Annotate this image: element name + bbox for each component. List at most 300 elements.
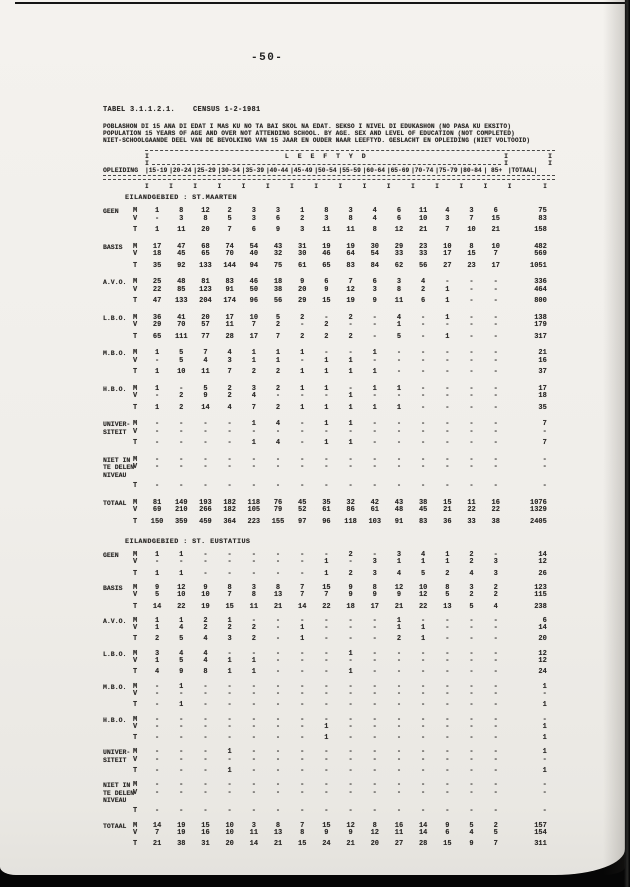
value-cell: 2 [275, 384, 281, 393]
value-cell: 47 [152, 297, 162, 306]
value-cell: 2 [421, 285, 426, 294]
value-cell: 1 [251, 668, 256, 677]
row-sub-label: T [133, 734, 138, 743]
age-column-header: |35-39 [241, 166, 265, 174]
value-cell: 4 [251, 392, 256, 401]
row-label: H.B.O. [103, 716, 127, 724]
row-total-cell: 154 [534, 828, 547, 837]
value-cell: 11 [177, 226, 186, 235]
value-cell: - [372, 788, 377, 797]
row-total-cell: 12 [538, 558, 547, 567]
row-total-cell: 238 [534, 602, 547, 611]
row-label [103, 841, 133, 848]
value-cell: - [421, 420, 426, 429]
row-sub-label: M [133, 616, 138, 625]
row-sub-label: V [133, 285, 138, 294]
row-gap [103, 611, 555, 618]
value-cell: - [324, 781, 329, 790]
value-cell: - [275, 455, 281, 464]
value-cell: - [421, 427, 426, 436]
value-cell: 14 [298, 602, 307, 611]
value-cell: 21 [273, 602, 283, 611]
value-cell: 4 [203, 635, 208, 644]
value-cell: - [300, 767, 305, 776]
value-cell: - [154, 701, 160, 710]
value-cell: 8 [203, 668, 208, 677]
value-cell: 94 [249, 261, 259, 270]
value-cell: 2 [251, 624, 256, 633]
row-label [103, 405, 133, 413]
value-cell: 4 [203, 657, 208, 666]
value-cell: 65 [322, 261, 331, 270]
row-label: SITEIT [103, 428, 127, 436]
column-tick: I [169, 183, 173, 191]
value-cell: 1 [154, 569, 160, 578]
value-cell: 1 [251, 356, 256, 365]
value-cell: - [396, 356, 402, 365]
row-total-cell: 123 [534, 584, 547, 592]
value-cell: 56 [418, 261, 428, 270]
value-cell: - [372, 332, 377, 341]
value-cell: 14 [201, 403, 210, 412]
value-cell: 13 [273, 828, 283, 837]
value-cell: 22 [418, 602, 428, 611]
value-cell: - [324, 657, 329, 666]
table-row [103, 830, 555, 837]
value-cell: - [445, 420, 450, 429]
value-cell: 45 [298, 498, 307, 507]
value-cell: - [445, 463, 450, 472]
value-cell: - [469, 439, 474, 448]
value-cell: - [251, 788, 256, 797]
value-cell: - [300, 649, 305, 658]
value-cell: 2 [469, 551, 474, 560]
value-cell: - [179, 748, 184, 757]
value-cell: - [493, 455, 498, 464]
row-sub-label: V [133, 214, 138, 223]
row-total-cell: 17 [538, 384, 547, 393]
value-cell: 19 [201, 602, 210, 611]
value-cell: 54 [249, 242, 259, 251]
value-cell: 2 [275, 403, 281, 412]
value-cell: 11 [225, 321, 234, 330]
value-cell: 83 [346, 261, 355, 270]
value-cell: 17 [370, 602, 379, 611]
value-cell: 9 [275, 226, 281, 235]
value-cell: - [203, 767, 208, 776]
value-cell: 2 [275, 321, 281, 330]
value-cell: 9 [324, 285, 329, 294]
row-sub-label: V [133, 828, 138, 837]
row-label [103, 768, 133, 775]
value-cell: - [227, 715, 232, 724]
value-cell: - [154, 755, 160, 764]
value-cell: - [348, 689, 353, 698]
table-row [103, 749, 555, 756]
value-cell: 1 [300, 403, 305, 412]
value-cell: - [396, 682, 402, 691]
row-total-cell: 569 [534, 250, 547, 259]
value-cell: 1 [348, 392, 353, 401]
row-total-cell: 1076 [530, 498, 547, 507]
tick-spacer [103, 183, 133, 191]
value-cell: 7 [300, 591, 305, 600]
value-cell: - [275, 748, 281, 757]
value-cell: 11 [322, 226, 331, 235]
value-cell: - [493, 649, 498, 658]
table-row [103, 790, 555, 797]
value-cell: 45 [418, 506, 428, 515]
value-cell: - [251, 569, 256, 578]
value-cell: 38 [177, 840, 186, 849]
row-sub-label: T [133, 332, 138, 341]
value-cell: 19 [346, 242, 355, 251]
value-cell: - [372, 807, 377, 816]
value-cell: - [154, 439, 160, 448]
value-cell: 20 [370, 840, 379, 849]
row-label [103, 507, 133, 515]
value-cell: 6 [396, 214, 402, 223]
value-cell: 1 [324, 403, 329, 412]
region-title: EILANDGEBIED : ST. EUSTATIUS [125, 538, 251, 547]
value-cell: 359 [174, 517, 188, 526]
value-cell: - [348, 781, 353, 790]
row-label [103, 334, 133, 342]
value-cell: - [421, 649, 426, 658]
value-cell: 21 [394, 602, 404, 611]
table-row [103, 782, 555, 789]
row-label [103, 227, 133, 235]
row-total-cell: 7 [542, 420, 547, 429]
value-cell: 83 [225, 278, 234, 287]
value-cell: - [445, 649, 450, 658]
value-cell: - [154, 781, 160, 790]
value-cell: 11 [418, 207, 428, 216]
row-label [103, 808, 133, 815]
value-cell: 17 [225, 313, 234, 322]
value-cell: 12 [394, 226, 404, 235]
column-tick: I [338, 183, 343, 191]
value-cell: - [203, 748, 208, 757]
value-cell: - [469, 297, 474, 306]
value-cell: - [445, 403, 450, 412]
value-cell: - [300, 482, 305, 491]
value-cell: 3 [493, 558, 498, 567]
value-cell: - [469, 767, 474, 776]
right-bar: I [504, 159, 508, 167]
value-cell: - [348, 463, 353, 472]
value-cell: - [372, 682, 377, 691]
value-cell: 33 [418, 250, 428, 259]
value-cell: - [372, 715, 377, 724]
column-tick: I [314, 183, 318, 191]
column-tick: I [145, 183, 149, 191]
value-cell: 2 [251, 635, 256, 644]
value-cell: - [372, 668, 377, 677]
value-cell: - [396, 420, 402, 429]
value-cell: - [396, 392, 402, 401]
value-cell: - [421, 463, 426, 472]
value-cell: 1 [179, 616, 184, 625]
value-cell: 364 [223, 517, 236, 526]
value-cell: - [372, 463, 377, 472]
value-cell: 1 [421, 635, 426, 644]
value-cell: 4 [396, 313, 402, 322]
value-cell: - [324, 788, 329, 797]
value-cell: 8 [445, 584, 450, 592]
value-cell: 1 [324, 356, 329, 365]
value-cell: - [348, 384, 353, 393]
edge-bar: I [548, 159, 552, 167]
value-cell: 31 [298, 242, 307, 251]
row-total-cell: 157 [534, 821, 547, 830]
value-cell: 9 [179, 668, 184, 677]
value-cell: 7 [251, 321, 256, 330]
value-cell: - [300, 734, 305, 743]
value-cell: 38 [273, 285, 283, 294]
value-cell: 1 [396, 624, 402, 633]
value-cell: 2 [227, 392, 232, 401]
value-cell: 1 [445, 332, 450, 341]
value-cell: 4 [493, 602, 498, 611]
column-tick: I [543, 183, 547, 191]
value-cell: 1 [154, 657, 160, 666]
value-cell: 1 [179, 701, 184, 710]
value-cell: - [469, 420, 474, 429]
age-column-header: |40-44 [265, 166, 289, 174]
value-cell: 11 [467, 498, 476, 507]
value-cell: - [445, 657, 450, 666]
value-cell: - [372, 420, 377, 429]
value-cell: 9 [372, 591, 377, 600]
value-cell: - [324, 748, 329, 757]
value-cell: - [251, 807, 256, 816]
value-cell: 6 [372, 278, 377, 287]
value-cell: - [396, 807, 402, 816]
value-cell: - [421, 439, 426, 448]
value-cell: 210 [174, 506, 188, 515]
row-sub-label: M [133, 207, 138, 216]
value-cell: - [372, 748, 377, 757]
value-cell: 2 [179, 392, 184, 401]
value-cell: 1 [372, 403, 377, 412]
value-cell: 1 [227, 616, 232, 625]
row-total-cell: - [542, 788, 547, 797]
table-row [103, 724, 555, 731]
value-cell: 32 [273, 250, 283, 259]
value-cell: - [421, 788, 426, 797]
value-cell: - [445, 689, 450, 698]
row-total-cell: - [542, 781, 547, 790]
value-cell: 9 [348, 828, 353, 837]
value-cell: - [251, 455, 256, 464]
value-cell: 2 [227, 624, 232, 633]
value-cell: 10 [491, 242, 500, 251]
value-cell: - [324, 349, 329, 358]
value-cell: 10 [443, 242, 452, 251]
value-cell: - [421, 781, 426, 790]
value-cell: - [421, 668, 426, 677]
value-cell: 16 [201, 828, 210, 837]
value-cell: 43 [394, 498, 404, 507]
value-cell: 40 [249, 250, 259, 259]
value-cell: 41 [177, 313, 186, 322]
row-sub-label: M [133, 821, 138, 830]
value-cell: - [445, 349, 450, 358]
value-cell: 68 [201, 242, 210, 251]
value-cell: - [324, 682, 329, 691]
value-cell: 6 [324, 278, 329, 287]
row-gap [103, 742, 555, 749]
value-cell: - [493, 701, 498, 710]
value-cell: 1 [154, 226, 160, 235]
row-label: TE DELEN [103, 789, 135, 797]
value-cell: 4 [227, 349, 232, 358]
table-row [103, 618, 555, 625]
value-cell: 18 [346, 602, 355, 611]
value-cell: 21 [152, 840, 162, 849]
value-cell: - [300, 463, 305, 472]
value-cell: - [469, 682, 474, 691]
value-cell: 266 [199, 506, 212, 515]
value-cell: 17 [443, 250, 452, 259]
row-total-cell: 7 [542, 439, 547, 448]
value-cell: 10 [201, 591, 210, 600]
value-cell: 4 [275, 420, 281, 429]
value-cell: - [203, 569, 208, 578]
value-cell: 1 [300, 624, 305, 633]
row-sub-label: V [133, 506, 138, 515]
subtitle-line-papiamento: POBLASHON DI 15 ANA DI EDAT I MAS KU NO TA BAI SKOL NA EDAT. SEKSO I NIVEL DI EDUKASHON (NO PASA KU EKSITO) [103, 123, 512, 130]
row-total-cell: 26 [538, 569, 547, 578]
value-cell: 13 [443, 602, 452, 611]
value-cell: 2 [203, 624, 208, 633]
value-cell: 1 [348, 420, 353, 429]
value-cell: 2 [493, 591, 498, 600]
value-cell: 1 [251, 657, 256, 666]
value-cell: 1 [300, 384, 305, 393]
value-cell: 5 [445, 591, 450, 600]
value-cell: - [179, 384, 184, 393]
value-cell: - [227, 701, 232, 710]
value-cell: 14 [152, 602, 162, 611]
value-cell: 1 [179, 569, 184, 578]
column-tick: I [459, 183, 464, 191]
value-cell: - [445, 715, 450, 724]
value-cell: 81 [201, 278, 210, 287]
value-cell: - [421, 384, 426, 393]
value-cell: - [300, 558, 305, 567]
value-cell: 10 [418, 214, 428, 223]
value-cell: - [179, 734, 184, 743]
value-cell: - [348, 767, 353, 776]
value-cell: 3 [469, 207, 474, 216]
value-cell: 84 [370, 261, 379, 270]
value-cell: - [469, 278, 474, 287]
value-cell: - [493, 384, 498, 393]
table-row [103, 735, 555, 742]
value-cell: - [421, 734, 426, 743]
table-row [103, 464, 555, 472]
row-label: NIVEAU [103, 796, 127, 804]
value-cell: 459 [199, 517, 212, 526]
row-label: GEEN [103, 208, 119, 216]
value-cell: 7 [348, 278, 353, 287]
value-cell: 174 [223, 297, 236, 306]
value-cell: - [227, 420, 232, 429]
value-cell: 10 [177, 591, 186, 600]
column-tick: I [217, 183, 222, 191]
row-label [103, 592, 133, 599]
age-column-header: |25-29 [193, 166, 216, 174]
value-cell: - [324, 755, 329, 764]
table-row [103, 386, 555, 394]
value-cell: - [493, 781, 498, 790]
value-cell: 7 [227, 591, 232, 600]
value-cell: - [348, 558, 353, 567]
value-cell: 23 [418, 242, 428, 251]
value-cell: - [445, 781, 450, 790]
value-cell: 3 [251, 214, 256, 223]
row-sub-label: T [133, 517, 138, 526]
value-cell: 10 [418, 584, 428, 592]
value-cell: - [275, 482, 281, 491]
row-gap [103, 341, 555, 350]
value-cell: - [300, 321, 305, 330]
value-cell: - [179, 722, 184, 731]
row-total-cell: 1 [542, 734, 547, 743]
value-cell: - [493, 635, 498, 644]
value-cell: 15 [491, 214, 500, 223]
table-row [103, 405, 555, 413]
value-cell: 5 [203, 384, 208, 393]
age-column-header: |45-49 [290, 166, 313, 174]
row-total-cell: 1 [542, 722, 547, 731]
value-cell: 3 [469, 584, 474, 592]
value-cell: - [179, 689, 184, 698]
value-cell: - [493, 332, 498, 341]
row-sub-label: V [133, 591, 138, 600]
value-cell: - [251, 748, 256, 757]
row-total-cell: 336 [534, 278, 547, 287]
row-label: NIET IN [103, 782, 131, 790]
row-label: SITEIT [103, 756, 127, 764]
row-label [103, 440, 133, 448]
value-cell: 54 [370, 250, 379, 259]
value-cell: - [348, 748, 353, 757]
table-row [103, 808, 555, 815]
value-cell: 12 [418, 591, 428, 600]
value-cell: 4 [154, 668, 160, 677]
value-cell: - [154, 715, 160, 724]
value-cell: - [445, 278, 450, 287]
value-cell: 69 [152, 506, 162, 515]
table-row [103, 358, 555, 366]
row-label [103, 287, 133, 295]
value-cell: 2 [251, 368, 256, 377]
value-cell: 1 [227, 748, 232, 757]
value-cell: - [300, 715, 305, 724]
page-number: -50- [251, 52, 284, 64]
value-cell: - [300, 569, 305, 578]
value-cell: 182 [223, 498, 236, 507]
table-row [103, 559, 555, 566]
table-row [103, 393, 555, 401]
row-label: TE DELEN [103, 464, 135, 472]
value-cell: - [372, 657, 377, 666]
value-cell: 7 [203, 349, 208, 358]
value-cell: 52 [298, 506, 307, 515]
